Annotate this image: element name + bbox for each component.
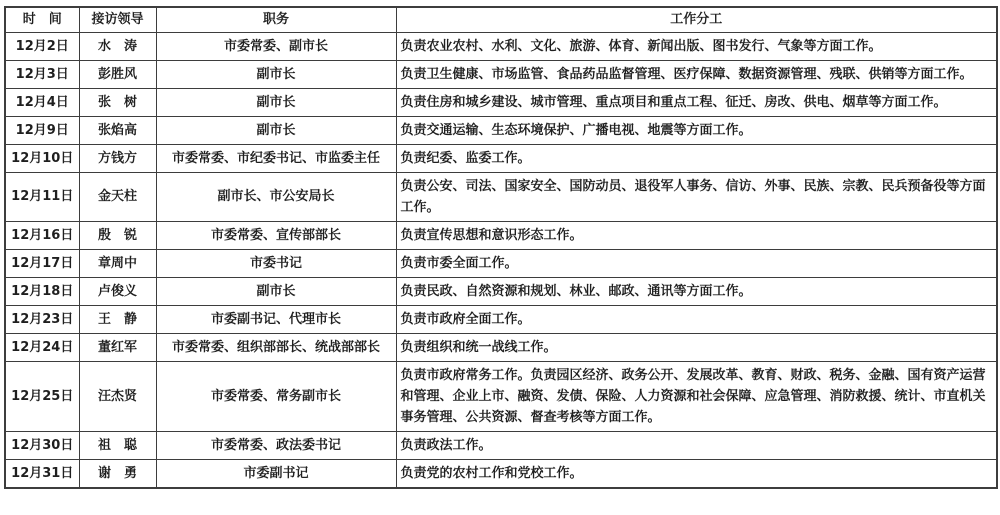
cell-date: 12月2日 [5,32,79,60]
cell-date: 12月24日 [5,333,79,361]
cell-leader: 水 涛 [79,32,156,60]
cell-duty: 负责市政府全面工作。 [396,305,997,333]
cell-leader: 殷 锐 [79,221,156,249]
cell-leader: 方钱方 [79,144,156,172]
duty-roster-table [4,6,998,489]
cell-position: 副市长 [156,60,396,88]
cell-duty: 负责政法工作。 [396,431,997,459]
cell-date: 12月10日 [5,144,79,172]
cell-duty: 负责住房和城乡建设、城市管理、重点项目和重点工程、征迁、房改、供电、烟草等方面工作。 [396,88,997,116]
cell-position: 市委常委、副市长 [156,32,396,60]
table-row [5,305,997,333]
header-leader: 接访领导 [79,7,156,32]
cell-position: 副市长 [156,116,396,144]
table-row [5,144,997,172]
cell-duty: 负责民政、自然资源和规划、林业、邮政、通讯等方面工作。 [396,277,997,305]
cell-duty: 负责农业农村、水利、文化、旅游、体育、新闻出版、图书发行、气象等方面工作。 [396,32,997,60]
cell-duty: 负责交通运输、生态环境保护、广播电视、地震等方面工作。 [396,116,997,144]
cell-position: 市委书记 [156,249,396,277]
table-row [5,88,997,116]
header-position: 职务 [156,7,396,32]
cell-date: 12月11日 [5,172,79,221]
table-row [5,172,997,221]
table-row [5,249,997,277]
cell-date: 12月25日 [5,361,79,431]
cell-position: 副市长、市公安局长 [156,172,396,221]
cell-leader: 董红军 [79,333,156,361]
cell-date: 12月18日 [5,277,79,305]
cell-leader: 祖 聪 [79,431,156,459]
cell-date: 12月16日 [5,221,79,249]
cell-position: 市委常委、市纪委书记、市监委主任 [156,144,396,172]
cell-position: 副市长 [156,88,396,116]
table-row [5,32,997,60]
cell-date: 12月9日 [5,116,79,144]
table-row [5,221,997,249]
cell-duty: 负责卫生健康、市场监管、食品药品监督管理、医疗保障、数据资源管理、残联、供销等方面工作。 [396,60,997,88]
table-row [5,116,997,144]
cell-duty: 负责党的农村工作和党校工作。 [396,459,997,488]
table-row [5,277,997,305]
header-time: 时 间 [5,7,79,32]
cell-leader: 彭胜风 [79,60,156,88]
cell-position: 市委常委、常务副市长 [156,361,396,431]
cell-date: 12月17日 [5,249,79,277]
cell-position: 市委常委、宣传部部长 [156,221,396,249]
table-header-row [5,7,997,32]
cell-date: 12月3日 [5,60,79,88]
cell-duty: 负责纪委、监委工作。 [396,144,997,172]
cell-leader: 张焰高 [79,116,156,144]
cell-position: 市委副书记 [156,459,396,488]
cell-date: 12月4日 [5,88,79,116]
cell-leader: 谢 勇 [79,459,156,488]
cell-leader: 卢俊义 [79,277,156,305]
cell-position: 市委副书记、代理市长 [156,305,396,333]
cell-leader: 张 树 [79,88,156,116]
cell-duty: 负责公安、司法、国家安全、国防动员、退役军人事务、信访、外事、民族、宗教、民兵预备役等方面工作。 [396,172,997,221]
table-row [5,459,997,488]
cell-duty: 负责市政府常务工作。负责园区经济、政务公开、发展改革、教育、财政、税务、金融、国有资产运营和管理、企业上市、融资、发债、保险、人力资源和社会保障、应急管理、消防救援、统计、市直机关事务管理、公共资源、督查考核等方面工作。 [396,361,997,431]
cell-leader: 王 静 [79,305,156,333]
table-row [5,60,997,88]
cell-date: 12月23日 [5,305,79,333]
cell-leader: 金天柱 [79,172,156,221]
table-row [5,333,997,361]
cell-leader: 章周中 [79,249,156,277]
cell-duty: 负责市委全面工作。 [396,249,997,277]
table-row [5,361,997,431]
cell-duty: 负责组织和统一战线工作。 [396,333,997,361]
cell-position: 副市长 [156,277,396,305]
cell-date: 12月30日 [5,431,79,459]
cell-duty: 负责宣传思想和意识形态工作。 [396,221,997,249]
cell-leader: 汪杰贤 [79,361,156,431]
table-row [5,431,997,459]
cell-position: 市委常委、组织部部长、统战部部长 [156,333,396,361]
cell-date: 12月31日 [5,459,79,488]
cell-position: 市委常委、政法委书记 [156,431,396,459]
header-duty: 工作分工 [396,7,997,32]
